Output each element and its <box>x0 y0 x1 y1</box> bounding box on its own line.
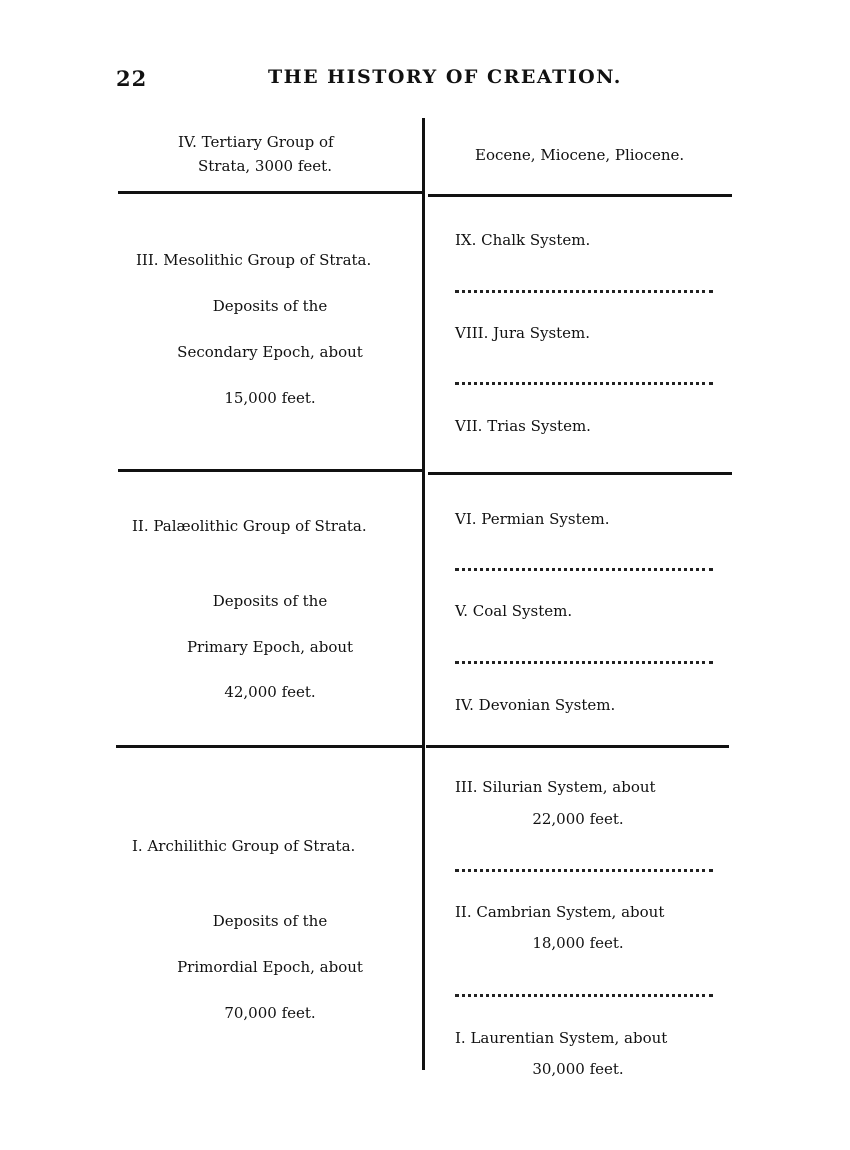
dotted-separator <box>455 869 713 872</box>
row-rule-right-1 <box>428 194 732 197</box>
archilithic-thickness: 70,000 feet. <box>224 1004 316 1022</box>
laurentian-thickness: 30,000 feet. <box>532 1060 624 1078</box>
dotted-separator <box>455 994 713 997</box>
archilithic-group-title: I. Archilithic Group of Strata. <box>132 837 356 855</box>
dotted-separator <box>455 382 713 385</box>
column-divider <box>422 118 425 1070</box>
dotted-separator <box>455 568 713 571</box>
palaeolithic-thickness: 42,000 feet. <box>224 683 316 701</box>
cambrian-thickness: 18,000 feet. <box>532 934 624 952</box>
palaeolithic-group-title: II. Palæolithic Group of Strata. <box>132 517 367 535</box>
laurentian-system: I. Laurentian System, about <box>455 1029 668 1047</box>
jura-system: VIII. Jura System. <box>455 324 591 342</box>
silurian-system: III. Silurian System, about <box>455 778 656 796</box>
permian-system: VI. Permian System. <box>455 510 610 528</box>
row-rule-right-2 <box>428 472 732 475</box>
silurian-thickness: 22,000 feet. <box>532 810 624 828</box>
chalk-system: IX. Chalk System. <box>455 231 591 249</box>
row-rule-left-1 <box>118 191 423 194</box>
palaeolithic-epoch-line: Primary Epoch, about <box>186 638 354 656</box>
coal-system: V. Coal System. <box>455 602 573 620</box>
page-number: 22 <box>116 66 148 91</box>
row-rule-right-3 <box>426 745 729 748</box>
tertiary-systems: Eocene, Miocene, Pliocene. <box>475 146 685 164</box>
mesolithic-epoch-line: Secondary Epoch, about <box>177 343 363 361</box>
dotted-separator <box>455 661 713 664</box>
row-rule-left-2 <box>118 469 423 472</box>
mesolithic-thickness: 15,000 feet. <box>224 389 316 407</box>
tertiary-group-line2: Strata, 3000 feet. <box>198 157 332 175</box>
mesolithic-deposits-line: Deposits of the <box>212 297 328 315</box>
palaeolithic-deposits-line: Deposits of the <box>212 592 328 610</box>
archilithic-deposits-line: Deposits of the <box>212 912 328 930</box>
mesolithic-group-title: III. Mesolithic Group of Strata. <box>136 251 372 269</box>
cambrian-system: II. Cambrian System, about <box>455 903 665 921</box>
row-rule-left-3 <box>116 745 423 748</box>
devonian-system: IV. Devonian System. <box>455 696 616 714</box>
archilithic-epoch-line: Primordial Epoch, about <box>177 958 363 976</box>
tertiary-group-line1: IV. Tertiary Group of <box>178 133 334 151</box>
trias-system: VII. Trias System. <box>455 417 591 435</box>
running-title: THE HISTORY OF CREATION. <box>268 66 622 88</box>
dotted-separator <box>455 290 713 293</box>
